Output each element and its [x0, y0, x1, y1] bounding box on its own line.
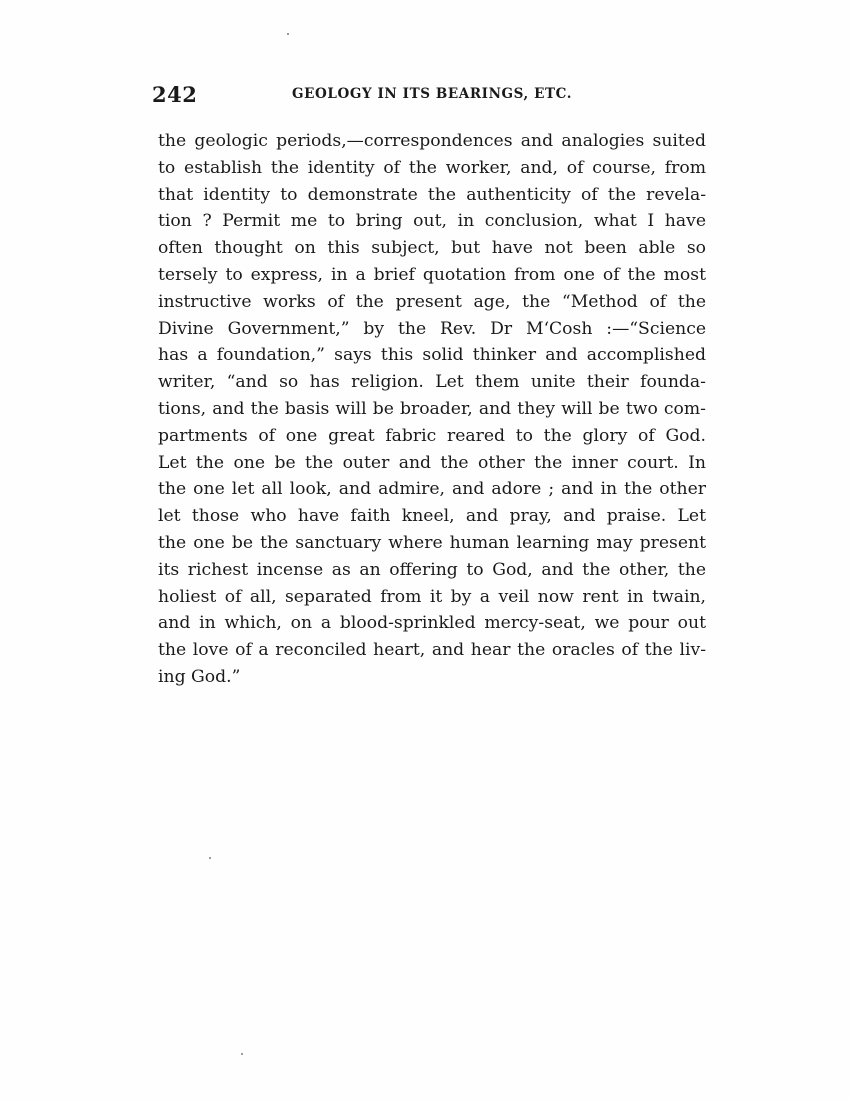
text-line: instructive works of the present age, the “Method of the	[158, 291, 706, 312]
text-line: tions, and the basis will be broader, and they will be two com-	[158, 398, 706, 419]
running-head	[152, 82, 707, 110]
text-line: Divine Government,” by the Rev. Dr M‘Cosh :—“Science	[158, 318, 706, 339]
text-line: its richest incense as an offering to God, and the other, the	[158, 559, 706, 580]
page-number: 242	[152, 82, 198, 107]
text-line: tion ? Permit me to bring out, in conclusion, what I have	[158, 211, 706, 232]
body-paragraph	[158, 128, 706, 691]
text-line: tersely to express, in a brief quotation from one of the most	[158, 264, 706, 285]
text-line: the geologic periods,—correspondences and analogies suited	[158, 131, 706, 151]
text-line: often thought on this subject, but have not been able so	[158, 238, 706, 259]
text-line: the one be the sanctuary where human learning may present	[158, 532, 706, 553]
text-line: holiest of all, separated from it by a veil now rent in twain,	[158, 586, 706, 607]
text-line: has a foundation,” says this solid thinker and accomplished	[158, 345, 706, 366]
text-line: and in which, on a blood-sprinkled mercy-seat, we pour out	[158, 613, 706, 634]
text-line: partments of one great fabric reared to the glory of God.	[158, 425, 706, 446]
text-line: the one let all look, and admire, and adore ; and in the other	[158, 479, 706, 500]
paper-speck	[287, 33, 289, 35]
running-title: GEOLOGY IN ITS BEARINGS, ETC.	[292, 86, 573, 102]
text-line: Let the one be the outer and the other the inner court. In	[158, 452, 706, 473]
text-line: the love of a reconciled heart, and hear the oracles of the liv-	[158, 640, 706, 661]
text-line-last: ing God.”	[158, 666, 241, 687]
paper-speck	[209, 857, 211, 859]
text-line: that identity to demonstrate the authenticity of the revela-	[158, 184, 706, 205]
paper-speck	[241, 1053, 243, 1055]
text-line: writer, “and so has religion. Let them unite their founda-	[158, 372, 706, 393]
text-line: let those who have faith kneel, and pray, and praise. Let	[158, 506, 706, 527]
text-line: to establish the identity of the worker, and, of course, from	[158, 157, 706, 178]
